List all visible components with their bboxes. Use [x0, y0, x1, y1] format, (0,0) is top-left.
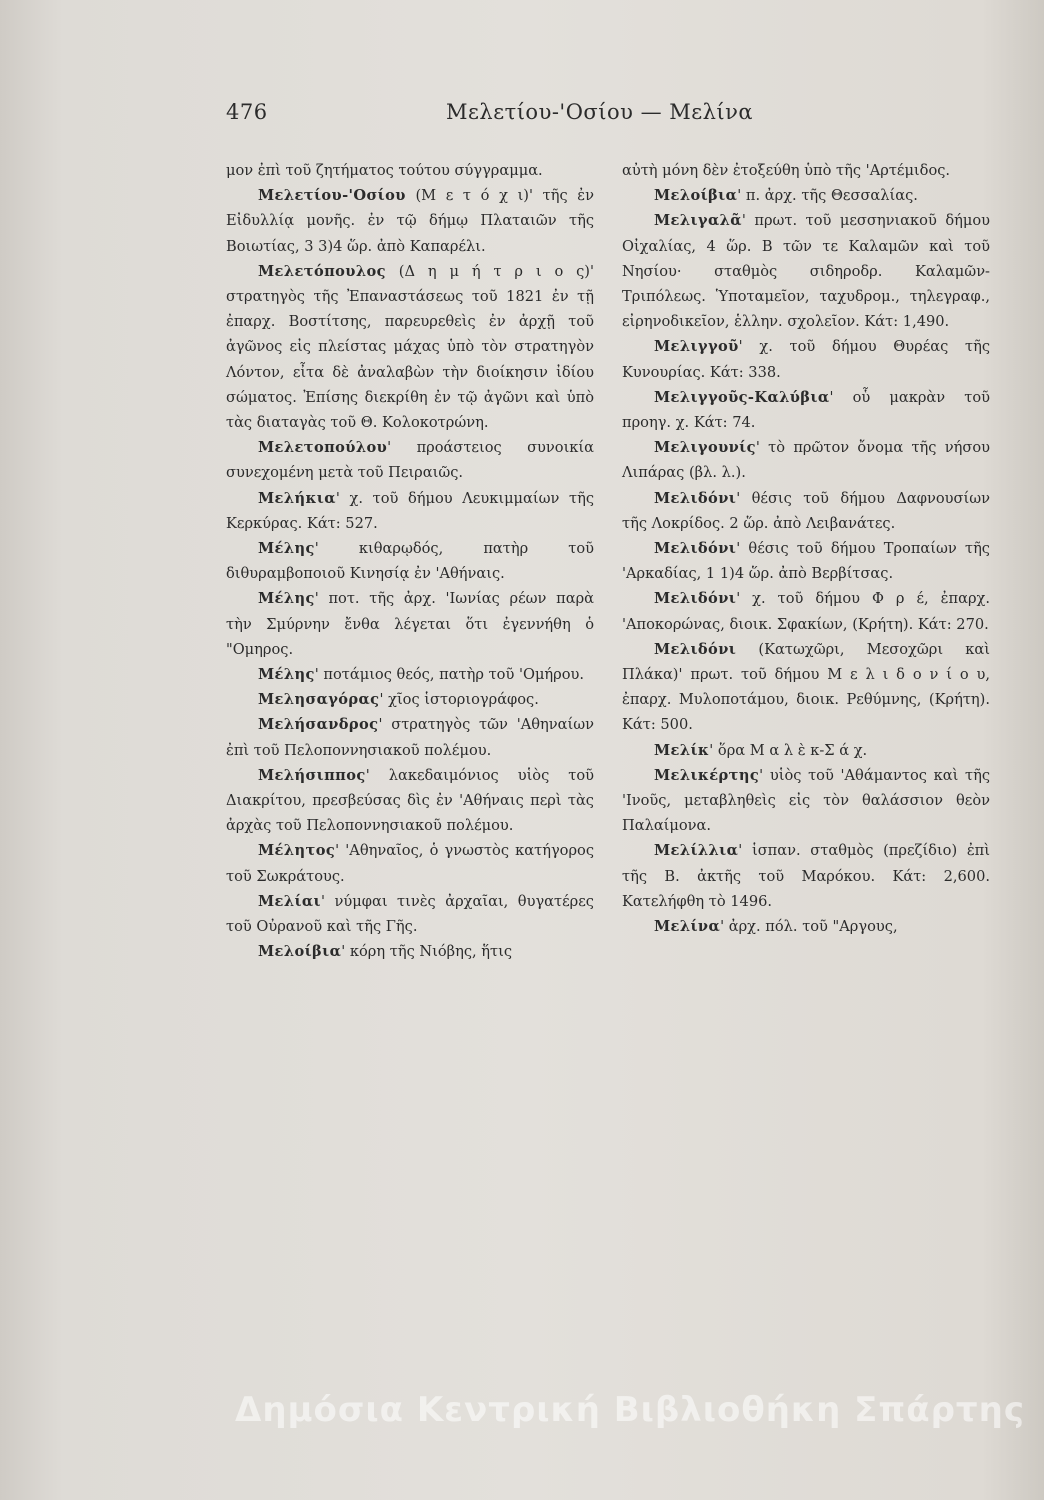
entry-text: ' θέσις τοῦ δήμου Δαφνουσίων τῆς Λοκρίδος. 2 ὥρ. ἀπὸ Λειβανάτες.: [622, 489, 990, 532]
entry-text: ' ποτ. τῆς ἀρχ. 'Ιωνίας ρέων παρὰ τὴν Σμύρνην ἔνθα λέγεται ὅτι ἐγεννήθη ὁ "Ομηρος.: [226, 590, 594, 658]
page-header: [226, 100, 806, 134]
dictionary-entry: [622, 536, 990, 586]
entry-headword: Μελικέρτης: [654, 766, 760, 784]
entry-text: (Δ η μ ή τ ρ ι ο ς)' στρατηγὸς τῆς Ἐπαναστάσεως τοῦ 1821 ἐν τῇ ἐπαρχ. Βοστίτσης, παρευρεθεὶς ἐν ἀρχῇ τοῦ ἀγῶνος εἰς πλείστας μάχας ὑπὸ τὸν στρατηγὸν Λόντον, εἶτα δὲ ἀναλαβὼν τὴν διοίκησιν ἰδίου σώματος. Ἐπίσης διεκρίθη ἐν τῷ ἀγῶνι καὶ ὑπὸ τὰς διαταγὰς τοῦ Θ. Κολοκοτρώνη.: [226, 262, 594, 432]
dictionary-entry: [226, 259, 594, 435]
dictionary-entry: [622, 486, 990, 536]
entry-headword: Μελετίου-'Οσίου: [258, 187, 406, 205]
entry-headword: Μέλης: [258, 590, 315, 608]
dictionary-entry: [622, 637, 990, 738]
entry-headword: Μελίνα: [654, 918, 721, 936]
left-column: [226, 158, 594, 965]
entry-headword: Μελιγγοῦς-Καλύβια: [654, 388, 830, 406]
entry-headword: Μελίκ: [654, 741, 710, 759]
dictionary-entry: [622, 385, 990, 435]
entry-text: ' κιθαρῳδός, πατὴρ τοῦ διθυραμβοποιοῦ Κινησίᾳ ἐν 'Αθήναις.: [226, 540, 594, 583]
entry-headword: Μελίλλια: [654, 842, 739, 860]
dictionary-entry: [622, 334, 990, 384]
entry-headword: Μέλητος: [258, 842, 336, 860]
entry-text: ' 'Αθηναῖος, ὁ γνωστὸς κατήγορος τοῦ Σωκράτους.: [226, 842, 594, 885]
entry-headword: Μελοίβια: [258, 943, 342, 961]
entry-text: ' κόρη τῆς Νιόβης, ἥτις: [341, 943, 513, 961]
entry-text: ' τὸ πρῶτον ὄνομα τῆς νήσου Λιπάρας (βλ. λ.).: [622, 439, 990, 482]
dictionary-entry: [226, 183, 594, 259]
dictionary-entry: [226, 158, 594, 183]
entry-text: ' χ. τοῦ δήμου Θυρέας τῆς Κυνουρίας. Κάτ: 338.: [622, 338, 990, 381]
entry-text: ' προάστειος συνοικία συνεχομένη μετὰ τοῦ Πειραιῶς.: [226, 439, 594, 482]
entry-text: ' υἱὸς τοῦ 'Αθάμαντος καὶ τῆς 'Ινοῦς, μεταβληθεὶς εἰς τὸν θαλάσσιον θεὸν Παλαίμονα.: [622, 766, 990, 835]
entry-headword: Μελησαγόρας: [258, 691, 380, 709]
entry-headword: Μελιδόνι: [654, 489, 737, 507]
entry-text: ' στρατηγὸς τῶν 'Αθηναίων ἐπὶ τοῦ Πελοποννησιακοῦ πολέμου.: [226, 716, 594, 759]
right-column: [622, 158, 990, 939]
library-watermark: Δημόσια Κεντρική Βιβλιοθήκη Σπάρτης: [235, 1390, 1025, 1430]
entry-headword: Μέλης: [258, 666, 315, 684]
entry-headword: Μελιδόνι: [654, 540, 737, 558]
entry-headword: Μελήκια: [258, 489, 336, 507]
dictionary-entry: [622, 738, 990, 763]
dictionary-entry: [226, 838, 594, 888]
dictionary-entry: [622, 435, 990, 485]
entry-text: ' χ. τοῦ δήμου Φ ρ έ, ἐπαρχ. 'Αποκορώνας, διοικ. Σφακίων, (Κρήτη). Κάτ: 270.: [622, 590, 990, 633]
entry-text: ' πρωτ. τοῦ μεσσηνιακοῦ δήμου Οἰχαλίας, 4 ὥρ. Β τῶν τε Καλαμῶν καὶ τοῦ Νησίου· σταθμὸς σιδηροδρ. Καλαμῶν-Τριπόλεως. Ὑποταμεῖον, ταχυδρομ., τηλεγραφ., εἰρηνοδικεῖον, ἑλλην. σχολεῖον. Κάτ: 1,490.: [622, 212, 990, 331]
entry-text: ' ἱσπαν. σταθμὸς (πρεζίδιο) ἐπὶ τῆς Β. ἀκτῆς τοῦ Μαρόκου. Κάτ: 2,600. Κατελήφθη τὸ 1496.: [622, 842, 990, 910]
entry-text: αὐτὴ μόνη δὲν ἐτοξεύθη ὑπὸ τῆς 'Αρτέμιδος.: [622, 162, 951, 179]
dictionary-entry: [226, 586, 594, 662]
entry-headword: Μελήσιππος: [258, 766, 366, 784]
dictionary-entry: [622, 586, 990, 636]
entry-headword: Μελιγαλᾶ: [654, 212, 742, 230]
entry-text: ' θέσις τοῦ δήμου Τροπαίων τῆς 'Αρκαδίας, 1 1)4 ὥρ. ἀπὸ Βερβίτσας.: [622, 540, 990, 583]
dictionary-entry: [622, 158, 990, 183]
dictionary-entry: [226, 486, 594, 536]
entry-headword: Μελιδόνι: [654, 590, 737, 608]
entry-headword: Μελήσανδρος: [258, 716, 379, 734]
entry-text: ' λακεδαιμόνιος υἱὸς τοῦ Διακρίτου, πρεσβεύσας δὶς ἐν 'Αθήναις περὶ τὰς ἀρχὰς τοῦ Πελοποννησιακοῦ πολέμου.: [226, 766, 594, 835]
dictionary-entry: [226, 536, 594, 586]
entry-headword: Μελιγγοῦ: [654, 338, 739, 356]
dictionary-entry: [226, 435, 594, 485]
entry-text: μον ἐπὶ τοῦ ζητήματος τούτου σύγγραμμα.: [226, 162, 543, 179]
dictionary-entry: [226, 939, 594, 964]
entry-text: ' νύμφαι τινὲς ἀρχαῖαι, θυγατέρες τοῦ Οὐρανοῦ καὶ τῆς Γῆς.: [226, 892, 594, 936]
entry-headword: Μελετοπούλου: [258, 439, 388, 457]
entry-headword: Μελιδόνι: [654, 640, 737, 658]
entry-text: (Κατωχῶρι, Μεσοχῶρι καὶ Πλάκα)' πρωτ. τοῦ δήμου Μ ε λ ι δ ο ν ί ο υ, ἐπαρχ. Μυλοποτάμου, διοικ. Ρεθύμνης, (Κρήτη). Κάτ: 500.: [622, 640, 990, 734]
entry-text: ' χῖος ἱστοριογράφος.: [379, 691, 539, 709]
entry-text: ' ἀρχ. πόλ. τοῦ "Αργους,: [720, 918, 898, 936]
page-number: 476: [226, 100, 268, 124]
dictionary-entry: [226, 687, 594, 712]
dictionary-entry: [226, 712, 594, 762]
entry-headword: Μελοίβια: [654, 187, 738, 205]
running-title: Μελετίου-'Οσίου — Μελίνα: [446, 100, 754, 124]
dictionary-entry: [226, 662, 594, 687]
dictionary-entry: [622, 838, 990, 914]
entry-text: (Μ ε τ ό χ ι)' τῆς ἐν Εἰδυλλίᾳ μονῆς. ἐν τῷ δήμῳ Πλαταιῶν τῆς Βοιωτίας, 3 3)4 ὥρ. ἀπὸ Καπαρέλι.: [226, 187, 594, 255]
entry-text: ' π. ἀρχ. τῆς Θεσσαλίας.: [737, 187, 918, 205]
entry-text: ' ὅρα Μ α λ ὲ κ-Σ ά χ.: [709, 741, 868, 759]
entry-text: ' ποτάμιος θεός, πατὴρ τοῦ 'Ομήρου.: [314, 666, 585, 684]
entry-text: ' οὗ μακρὰν τοῦ προηγ. χ. Κάτ: 74.: [622, 388, 990, 432]
dictionary-entry: [622, 183, 990, 208]
dictionary-entry: [226, 763, 594, 839]
dictionary-entry: [226, 889, 594, 939]
entry-headword: Μελιγουνίς: [654, 439, 756, 457]
dictionary-entry: [622, 914, 990, 939]
entry-headword: Μελίαι: [258, 892, 322, 910]
entry-headword: Μέλης: [258, 540, 315, 558]
dictionary-entry: [622, 208, 990, 334]
entry-text: ' χ. τοῦ δήμου Λευκιμμαίων τῆς Κερκύρας. Κάτ: 527.: [226, 489, 594, 532]
dictionary-entry: [622, 763, 990, 839]
entry-headword: Μελετόπουλος: [258, 262, 386, 280]
